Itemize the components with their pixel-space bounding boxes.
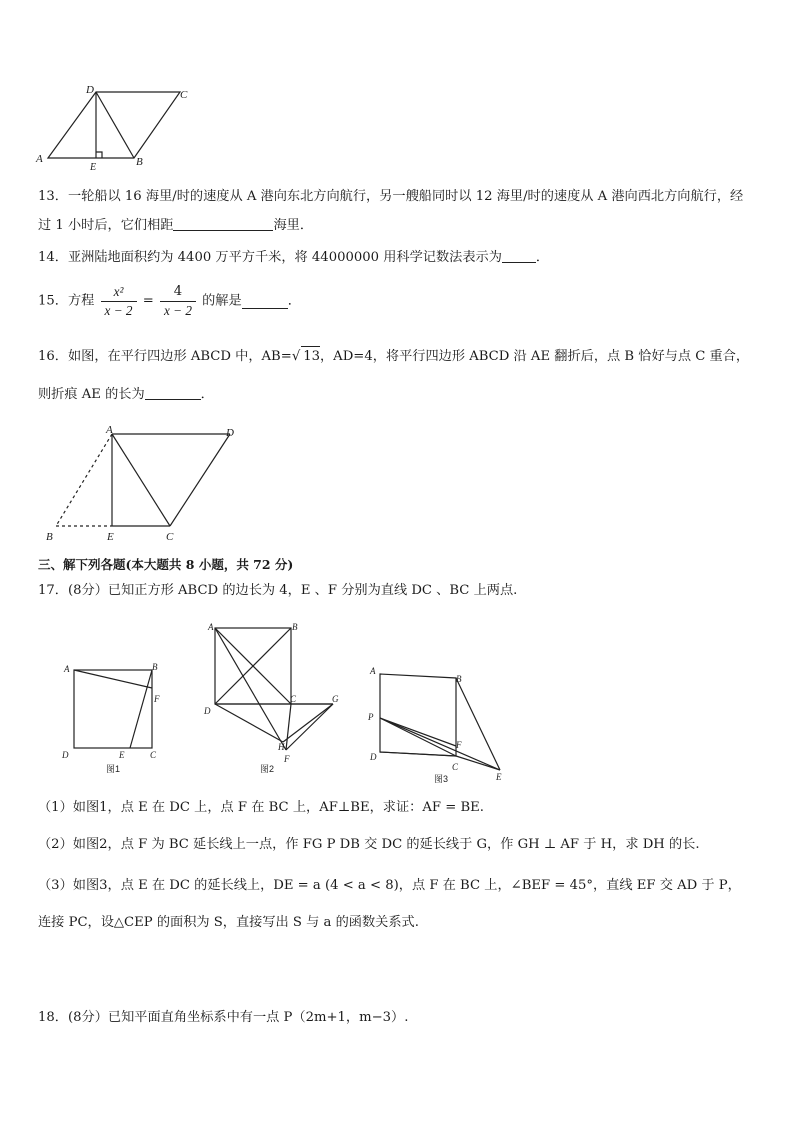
segment-ce [456,756,500,770]
figure-1-caption: 图1 [106,764,121,774]
label-d: D [62,750,69,760]
right-angle-mark [96,152,102,158]
label-e: E [496,772,502,782]
label-b: B [292,622,298,632]
segment-dh [215,704,283,742]
q16-line2-pre: 则折痕 AE 的长为 [38,387,145,402]
q15-fraction-right [160,283,196,320]
label-h: H [278,742,285,752]
q15-pre: 15．方程 [38,293,95,309]
parallelogram-figure-top [30,82,200,172]
q16-line1-post: ，AD=4，将平行四边形 ABCD 沿 AE 翻折后，点 B 恰好与点 C 重合， [320,349,750,364]
segment-bf [286,704,291,750]
q15-num2: 4 [160,283,196,302]
segment-ac [112,434,170,526]
q16-answer-blank [145,385,201,400]
side-dc [170,434,230,526]
label-b: B [152,662,158,672]
segment-be [456,678,500,770]
q16-line1-pre: 16．如图，在平行四边形 ABCD 中，AB= [38,349,292,364]
q15-den1: x − 2 [104,303,133,318]
label-f: F [284,754,290,764]
label-a: A [370,666,376,676]
q17-part1: （1）如图1，点 E 在 DC 上，点 F 在 BC 上，AF⊥BE，求证：AF = BE. [38,800,484,815]
q15-num1: x² [101,283,137,302]
figure-2-caption: 图2 [260,764,275,774]
dashed-ab [56,434,112,526]
q16-sqrt-13: 13 [301,346,320,367]
q15-line [38,283,301,320]
q14-text: 14．亚洲陆地面积约为 4400 万平方千米，将 44000000 用科学记数法表示为 [38,250,502,265]
label-d: D [204,706,211,716]
section3-heading: 三、解下列各题(本大题共 8 小题，共 72 分) [38,557,294,572]
label-b: B [46,531,53,543]
label-a: A [64,664,70,674]
label-g: G [332,694,339,704]
q15-den2: x − 2 [163,303,192,318]
segment-fg [286,704,333,750]
label-a: A [106,424,113,436]
segment-pf [380,718,456,746]
label-b: B [456,674,462,684]
q17-figure-2 [198,618,348,778]
label-a: A [208,622,214,632]
label-c: C [166,531,174,543]
label-f: F [154,694,160,704]
parallelogram-abcd [48,92,180,158]
label-d: D [226,427,234,439]
q13-line2 [38,216,313,236]
label-e: E [90,162,97,172]
q14-end: ． [535,250,550,265]
q16-figure [40,422,250,544]
square-abcd [74,670,152,748]
label-c: C [180,89,188,101]
label-e: E [119,750,125,760]
q15-eq: = [142,293,154,309]
q17-part3-line2: 连接 PC，设△CEP 的面积为 S，直接写出 S 与 a 的函数关系式. [38,915,419,930]
q16-line1: 16．如图，在平行四边形 ABCD 中，AB=√ 13，AD=4，将平行四边形 ABCD 沿 AE 翻折后，点 B 恰好与点 C 重合， [38,346,749,367]
segment-be [130,670,152,748]
figure-3-caption: 图3 [434,774,449,784]
segment-af [74,670,152,688]
q15-answer-blank [242,294,288,309]
q13-answer-blank [173,216,273,231]
square-abcd [380,674,456,756]
q17-part3-line1: （3）如图3，点 E 在 DC 的延长线上，DE = a (4 < a < 8)，点 F 在 BC 上，∠BEF = 45°，直线 EF 交 AD 于 P， [38,878,741,893]
q13-line1: 13．一轮船以 16 海里/时的速度从 A 港向东北方向航行，另一艘船同时以 12 海里/时的速度从 A 港向西北方向航行，经 [38,189,744,204]
label-d: D [86,84,94,96]
q17-part2: （2）如图2，点 F 为 BC 延长线上一点，作 FG P DB 交 DC 的延长线于 G，作 GH ⊥ AF 于 H，求 DH 的长. [38,837,700,852]
q14-answer-blank [502,248,536,263]
q18-line: 18．(8分）已知平面直角坐标系中有一点 P（2m+1，m−3）. [38,1010,409,1025]
label-c: C [452,762,459,772]
q16-line2 [38,385,214,405]
q15-end: ． [287,293,301,309]
q16-line2-end: ． [200,387,214,402]
q17-stem: 17．(8分）已知正方形 ABCD 的边长为 4，E 、F 分别为直线 DC 、BC 上两点. [38,583,518,598]
q17-figure-1 [58,660,168,775]
q15-post: 的解是 [202,293,242,309]
diagonal-db [96,92,134,158]
label-c: C [150,750,157,760]
label-c: C [290,694,297,704]
segment-dp-curve [380,752,456,756]
label-f: F [456,740,462,750]
label-p: P [368,712,374,722]
segment-pe [380,718,500,770]
q14-line [38,248,549,268]
label-b: B [136,156,143,168]
q13-line2-post: 海里． [273,218,314,233]
q15-fraction-left [101,283,137,320]
label-a: A [36,153,43,165]
q17-figure-3 [364,660,514,785]
segment-pc [380,718,456,756]
label-d: D [370,752,377,762]
q13-line2-pre: 过 1 小时后，它们相距 [38,218,174,233]
label-e: E [107,531,114,543]
